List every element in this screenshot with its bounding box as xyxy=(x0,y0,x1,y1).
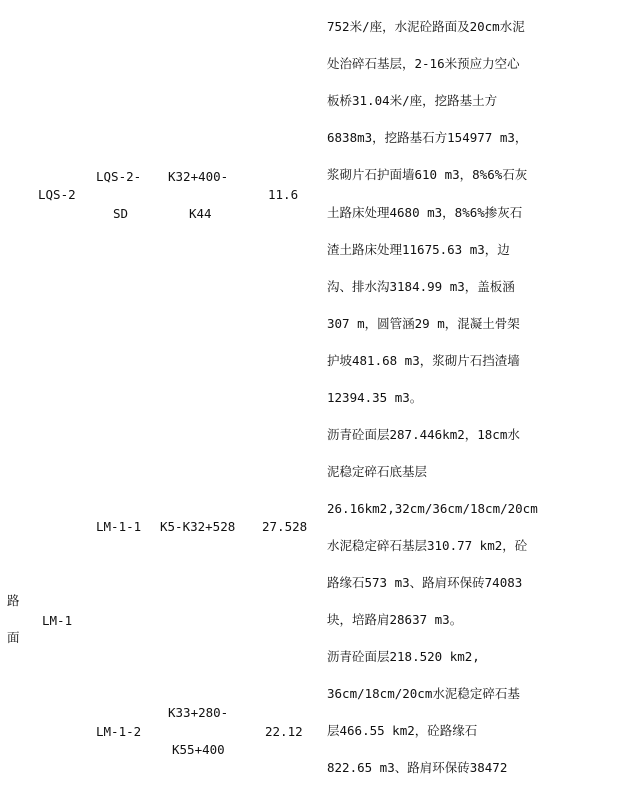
description-line: 块，培路肩28637 m3。 xyxy=(327,612,463,627)
description-line: 沟、排水沟3184.99 m3，盖板涵 xyxy=(327,279,515,294)
description-line: 沥青砼面层218.520 km2, xyxy=(327,649,480,664)
description-line: 12394.35 m3。 xyxy=(327,390,423,405)
description-line: 层466.55 km2，砼路缘石 xyxy=(327,723,478,738)
station-range-cont: K44 xyxy=(189,206,212,221)
category-label-cont: 面 xyxy=(7,630,20,645)
description-line: 水泥稳定碎石基层310.77 km2，砼 xyxy=(327,538,528,553)
description-line: 307 m，圆管涵29 m，混凝土骨架 xyxy=(327,316,520,331)
station-range: K5-K32+528 xyxy=(160,519,236,534)
sub-code: LQS-2- xyxy=(96,169,142,184)
description-line: 26.16km2,32cm/36cm/18cm/20cm xyxy=(327,501,538,516)
description-line: 土路床处理4680 m3，8%6%掺灰石 xyxy=(327,205,523,220)
station-range-cont: K55+400 xyxy=(172,742,225,757)
length-km: 22.12 xyxy=(265,724,303,739)
length-km: 27.528 xyxy=(262,519,308,534)
description-line: 处治碎石基层，2-16米预应力空心 xyxy=(327,56,520,71)
description-line: 路缘石573 m3、路肩环保砖74083 xyxy=(327,575,523,590)
station-range: K33+280- xyxy=(168,705,229,720)
sub-code-cont: SD xyxy=(113,206,129,221)
description-line: 6838m3，挖路基石方154977 m3， xyxy=(327,130,528,145)
category-label: 路 xyxy=(7,593,20,608)
section-code: LM-1 xyxy=(42,613,73,628)
description-line: 护坡481.68 m3，浆砌片石挡渣墙 xyxy=(327,353,520,368)
description-line: 36cm/18cm/20cm水泥稳定碎石基 xyxy=(327,686,520,701)
sub-code: LM-1-1 xyxy=(96,519,142,534)
description-line: 沥青砼面层287.446km2，18cm水 xyxy=(327,427,520,442)
description-line: 浆砌片石护面墙610 m3，8%6%石灰 xyxy=(327,167,528,182)
description-line: 泥稳定碎石底基层 xyxy=(327,464,428,479)
section-code: LQS-2 xyxy=(38,187,76,202)
sub-code: LM-1-2 xyxy=(96,724,142,739)
description-line: 渣土路床处理11675.63 m3，边 xyxy=(327,242,510,257)
station-range: K32+400- xyxy=(168,169,229,184)
description-line: 板桥31.04米/座，挖路基土方 xyxy=(327,93,498,108)
length-km: 11.6 xyxy=(268,187,299,202)
description-line: 752米/座，水泥砼路面及20cm水泥 xyxy=(327,19,525,34)
description-line: 822.65 m3、路肩环保砖38472 xyxy=(327,760,508,775)
